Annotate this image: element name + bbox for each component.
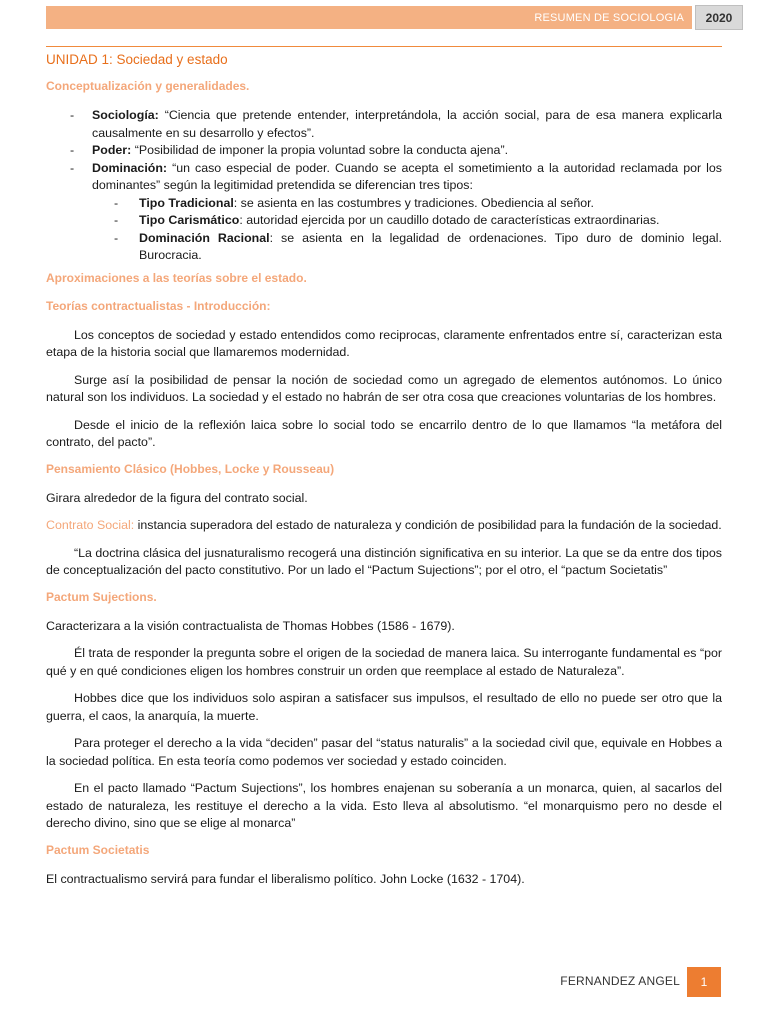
definition-item [46, 107, 722, 142]
document-header-title: RESUMEN DE SOCIOLOGIA [534, 11, 684, 24]
definitions-list [46, 107, 722, 265]
paragraph: Para proteger el derecho a la vida “deciden” pasar del “status naturalis” a la sociedad civil que, equivale en Hobbes a la sociedad política. En esta teoría como podemos ver sociedad y estado coinciden. [46, 736, 722, 768]
type-term: Tipo Carismático [139, 213, 240, 227]
paragraph: Surge así la posibilidad de pensar la noción de sociedad como un agregado de elementos autónomos. Lo único natural son los individuos. La sociedad y el estado no habrán de ser otra cosa que creaciones voluntarias de los hombres. [46, 372, 722, 404]
paragraph: “La doctrina clásica del jusnaturalismo recogerá una distinción significativa en su interior. La que se da entre dos tipos de conceptualización del pacto constitutivo. Por un lado el “Pactum Sujections”; por el otro, el “pactum Societatis” [46, 545, 722, 577]
domination-types-list [92, 195, 722, 265]
definition-term: Poder: [92, 143, 132, 157]
domination-type-item [92, 195, 722, 213]
paragraph: El contractualismo servirá para fundar el liberalismo político. John Locke (1632 - 1704). [46, 871, 525, 886]
section-heading-contractualist: Teorías contractualistas - Introducción: [46, 298, 271, 313]
definition-text: “un caso especial de poder. Cuando se acepta el sometimiento a la autoridad reclamada por los dominantes” según la legitimidad pretendida se diferencian tres tipos: [92, 160, 722, 192]
paragraph: Desde el inicio de la reflexión laica sobre lo social todo se encarrilo dentro de lo que llamamos “la metáfora del contrato, del pacto”. [46, 417, 722, 449]
type-text: : se asienta en las costumbres y tradiciones. Obediencia al señor. [233, 195, 594, 210]
definition-item [46, 142, 722, 160]
type-term: Tipo Tradicional [139, 195, 234, 210]
definition-term: Dominación: [92, 160, 168, 175]
document-body [46, 46, 722, 898]
section-heading-pactum-sujections: Pactum Sujections. [46, 589, 157, 604]
type-text: : se asienta en la legalidad de ordenaciones. Tipo duro de dominio legal. Burocracia. [139, 230, 722, 262]
section-heading-pactum-societatis: Pactum Societatis [46, 842, 150, 857]
footer-author: FERNANDEZ ANGEL [560, 974, 680, 988]
paragraph-social-contract [46, 517, 722, 535]
social-contract-text: instancia superadora del estado de naturaleza y condición de posibilidad para la fundación de la sociedad. [134, 518, 722, 532]
paragraph: Girara alrededor de la figura del contrato social. [46, 490, 308, 505]
section-heading-concepts: Conceptualización y generalidades. [46, 79, 250, 93]
definition-text: “Posibilidad de imponer la propia voluntad sobre la conducta ajena”. [131, 143, 509, 157]
definition-text: “Ciencia que pretende entender, interpretándola, la acción social, para de esa manera explicarla causalmente en su desarrollo y efectos”. [92, 108, 722, 140]
domination-type-item [92, 212, 722, 230]
type-term: Dominación Racional [139, 230, 270, 245]
header-bar [46, 6, 692, 29]
domination-type-item [92, 230, 722, 265]
paragraph: Él trata de responder la pregunta sobre el origen de la sociedad de manera laica. Su interrogante fundamental es “por qué y en qué condiciones eligen los hombres construir un orden que reemplace al estado de Naturaleza”. [46, 646, 722, 678]
paragraph: Hobbes dice que los individuos solo aspiran a satisfacer sus impulsos, el resultado de ello no puede ser otro que la guerra, el caos, la anarquía, la muerte. [46, 691, 722, 723]
section-heading-classic-thought: Pensamiento Clásico (Hobbes, Locke y Rousseau) [46, 461, 335, 476]
definition-term: Sociología: [92, 108, 159, 122]
definition-item [46, 160, 722, 265]
type-text: : autoridad ejercida por un caudillo dotado de características extraordinarias. [239, 213, 660, 227]
unit-title: UNIDAD 1: Sociedad y estado [46, 46, 722, 70]
section-heading-approximations: Aproximaciones a las teorías sobre el estado. [46, 270, 307, 285]
paragraph: En el pacto llamado “Pactum Sujections”, los hombres enajenan su soberanía a un monarca, quien, al sacarlos del estado de naturaleza, les restituye el derecho a la vida. Esto lleva al absolutismo. “el monarquismo pero no desde el derecho divino, sino que se elige al monarca” [46, 781, 722, 830]
social-contract-term: Contrato Social: [46, 518, 135, 532]
paragraph: Los conceptos de sociedad y estado entendidos como reciprocas, claramente enfrentados entre sí, caracterizan esta etapa de la historia social que llamaremos modernidad. [46, 327, 722, 359]
header-year: 2020 [695, 5, 743, 30]
page-number: 1 [687, 967, 721, 997]
paragraph: Caracterizara a la visión contractualista de Thomas Hobbes (1586 - 1679). [46, 618, 455, 633]
